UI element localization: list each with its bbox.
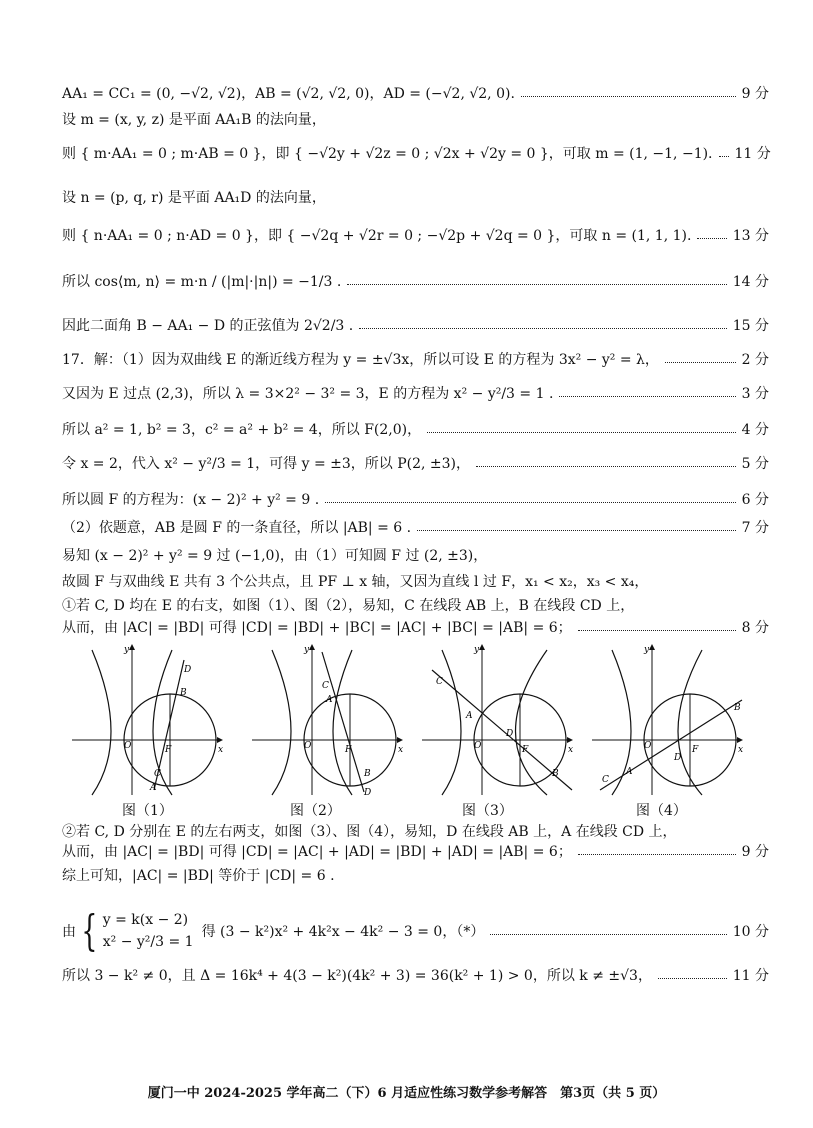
score-mark: 11 分 — [734, 146, 771, 162]
system-prefix: 由 — [62, 924, 76, 940]
solution-line — [62, 962, 769, 988]
score-leader — [325, 502, 735, 503]
point-a-label: A — [626, 767, 633, 777]
score-mark: 9 分 — [741, 844, 769, 860]
score-mark: 11 分 — [732, 968, 769, 984]
focus-label: F — [692, 745, 699, 755]
case-2-conclusion: 从而，由 |AC| = |BD| 可得 |CD| = |AC| + |AD| = |BD| + |AD| = |AB| = 6； — [62, 844, 572, 860]
vector-coordinates: AA₁ = CC₁ = (0, −√2, √2)，AB = (√2, √2, 0)，AD = (−√2, √2, 0). — [62, 86, 515, 102]
solution-line — [62, 80, 769, 106]
score-leader — [359, 328, 727, 329]
point-c-label: C — [322, 681, 329, 691]
score-leader — [658, 978, 727, 979]
solution-line — [62, 312, 769, 338]
point-d-label: D — [506, 729, 514, 739]
figure-2 — [252, 645, 403, 798]
score-mark: 7 分 — [741, 520, 769, 536]
case-1-statement: ①若 C, D 均在 E 的右支，如图（1）、图（2），易知，C 在线段 AB 上，B 在线段 CD 上， — [62, 598, 635, 614]
case-1-conclusion: 从而，由 |AC| = |BD| 可得 |CD| = |BD| + |BC| = |AC| + |BC| = |AB| = 6； — [62, 620, 572, 636]
y-label: y — [474, 645, 480, 655]
score-leader — [417, 530, 736, 531]
score-mark: 10 分 — [732, 924, 769, 940]
point-c-label: C — [436, 677, 443, 687]
solution-line — [62, 906, 769, 956]
figure-caption-2: 图（2） — [290, 803, 341, 819]
line-l — [600, 700, 742, 790]
solution-line — [62, 568, 769, 594]
solution-line — [62, 862, 769, 888]
origin-label: O — [124, 741, 132, 751]
x-label: x — [568, 745, 574, 755]
score-leader — [521, 96, 736, 97]
score-leader — [476, 466, 736, 467]
score-leader — [578, 854, 736, 855]
score-leader — [347, 284, 726, 285]
point-b-label: B — [364, 769, 371, 779]
problem-17-intro: 17．解：（1）因为双曲线 E 的渐近线方程为 y = ±√3x，所以可设 E 的方程为 3x² − y² = λ， — [62, 352, 659, 368]
point-d-label: D — [364, 788, 372, 798]
x-label: x — [398, 745, 404, 755]
score-mark: 8 分 — [741, 620, 769, 636]
solution-line — [62, 416, 769, 442]
figure-caption-1: 图（1） — [122, 803, 173, 819]
solution-line — [62, 542, 769, 568]
x-label: x — [218, 745, 224, 755]
point-b-label: B — [180, 688, 187, 698]
point-c-label: C — [154, 769, 161, 779]
score-mark: 6 分 — [741, 492, 769, 508]
score-leader — [559, 396, 735, 397]
score-mark: 2 分 — [741, 352, 769, 368]
left-brace: { — [81, 906, 98, 955]
focus-computation: 所以 a² = 1, b² = 3，c² = a² + b² = 4，所以 F(2,0)， — [62, 422, 422, 438]
hyperbola-figures — [62, 640, 772, 800]
focus-label: F — [522, 745, 529, 755]
origin-label: O — [644, 741, 652, 751]
point-b-label: B — [734, 703, 741, 713]
hyperbola-left-branch — [442, 650, 461, 795]
circle-points: 易知 (x − 2)² + y² = 9 过 (−1,0)，由（1）可知圆 F 过 (2, ±3)， — [62, 548, 488, 564]
score-leader — [665, 362, 736, 363]
quadratic-result: 得 (3 − k²)x² + 4k²x − 4k² − 3 = 0，（*） — [201, 924, 485, 940]
hyperbola-equation: 又因为 E 过点 (2,3)，所以 λ = 3×2² − 3² = 3，E 的方程为 x² − y²/3 = 1 . — [62, 386, 554, 402]
normal-vector-n-statement: 设 n = (p, q, r) 是平面 AA₁D 的法向量， — [62, 190, 326, 206]
point-a-label: A — [150, 783, 157, 793]
y-label: y — [124, 645, 130, 655]
score-mark: 9 分 — [741, 86, 769, 102]
point-d-label: D — [184, 665, 192, 675]
point-d-label: D — [674, 753, 682, 763]
score-mark: 5 分 — [741, 456, 769, 472]
figure-3 — [422, 645, 573, 795]
score-mark: 4 分 — [741, 422, 769, 438]
solution-line — [62, 450, 769, 476]
solution-line — [62, 184, 769, 210]
x-label: x — [738, 745, 744, 755]
solution-line — [62, 614, 769, 640]
hyperbola-left-branch — [272, 650, 291, 795]
dihedral-angle-result: 因此二面角 B − AA₁ − D 的正弦值为 2√2/3 . — [62, 318, 354, 334]
solution-line — [62, 838, 769, 864]
figure-caption-3: 图（3） — [462, 803, 513, 819]
figure-1 — [72, 645, 223, 795]
focus-label: F — [345, 745, 352, 755]
score-mark: 14 分 — [732, 274, 769, 290]
score-mark: 13 分 — [732, 228, 769, 244]
y-label: y — [304, 645, 310, 655]
figure-4 — [592, 645, 743, 795]
equation-system — [103, 909, 194, 953]
solution-line — [62, 268, 769, 294]
circle-equation: 所以圆 F 的方程为：(x − 2)² + y² = 9 . — [62, 492, 320, 508]
line-l — [432, 670, 572, 790]
hyperbola-right-branch — [333, 650, 352, 795]
figure-row — [62, 640, 772, 820]
solution-line — [62, 486, 769, 512]
solution-line — [62, 140, 769, 166]
score-leader — [427, 432, 736, 433]
point-a-label: A — [466, 711, 473, 721]
summary-equivalence: 综上可知，|AC| = |BD| 等价于 |CD| = 6 . — [62, 868, 335, 884]
origin-label: O — [474, 741, 482, 751]
score-leader — [578, 630, 736, 631]
hyperbola-left-branch — [92, 650, 111, 795]
point-b-label: B — [552, 769, 559, 779]
score-leader — [697, 238, 726, 239]
solution-line — [62, 380, 769, 406]
case-2-statement: ②若 C, D 分别在 E 的左右两支，如图（3）、图（4），易知，D 在线段 AB 上，A 在线段 CD 上， — [62, 824, 677, 840]
y-label: y — [644, 645, 650, 655]
point-a-label: A — [326, 695, 333, 705]
solution-line — [62, 514, 769, 540]
score-leader — [719, 156, 729, 157]
score-mark: 15 分 — [732, 318, 769, 334]
point-p-computation: 令 x = 2，代入 x² − y²/3 = 1，可得 y = ±3，所以 P(2, ±3)， — [62, 456, 471, 472]
solution-line — [62, 106, 769, 132]
cosine-computation: 所以 cos⟨m, n⟩ = m·n / (|m|·|n|) = −1/3 . — [62, 274, 342, 290]
solution-line — [62, 346, 769, 372]
common-points: 故圆 F 与双曲线 E 共有 3 个公共点，且 PF ⊥ x 轴，又因为直线 l 过 F，x₁ < x₂，x₃ < x₄， — [62, 574, 649, 590]
part-2-diameter: （2）依题意，AB 是圆 F 的一条直径，所以 |AB| = 6 . — [62, 520, 412, 536]
discriminant-condition: 所以 3 − k² ≠ 0，且 Δ = 16k⁴ + 4(3 − k²)(4k² + 3) = 36(k² + 1) > 0，所以 k ≠ ±√3， — [62, 968, 652, 984]
page-footer: 厦门一中 2024-2025 学年高二（下）6 月适应性练习数学参考解答 第3页（共 5 页） — [147, 1086, 666, 1101]
hyperbola-equation-system: x² − y²/3 = 1 — [102, 934, 194, 950]
normal-vector-m-statement: 设 m = (x, y, z) 是平面 AA₁B 的法向量， — [62, 112, 326, 128]
point-c-label: C — [602, 775, 609, 785]
focus-label: F — [165, 745, 172, 755]
solution-line — [62, 222, 769, 248]
normal-vector-n-system: 则 { n·AA₁ = 0 ; n·AD = 0 }，即 { −√2q + √2r = 0 ; −√2p + √2q = 0 }，可取 n = (1, 1, 1). — [62, 228, 692, 244]
figure-caption-4: 图（4） — [636, 803, 687, 819]
normal-vector-m-system: 则 { m·AA₁ = 0 ; m·AB = 0 }，即 { −√2y + √2z = 0 ; √2x + √2y = 0 }，可取 m = (1, −1, −1). — [62, 146, 713, 162]
score-leader — [490, 934, 726, 935]
line-equation: y = k(x − 2) — [102, 912, 189, 928]
origin-label: O — [304, 741, 312, 751]
score-mark: 3 分 — [741, 386, 769, 402]
